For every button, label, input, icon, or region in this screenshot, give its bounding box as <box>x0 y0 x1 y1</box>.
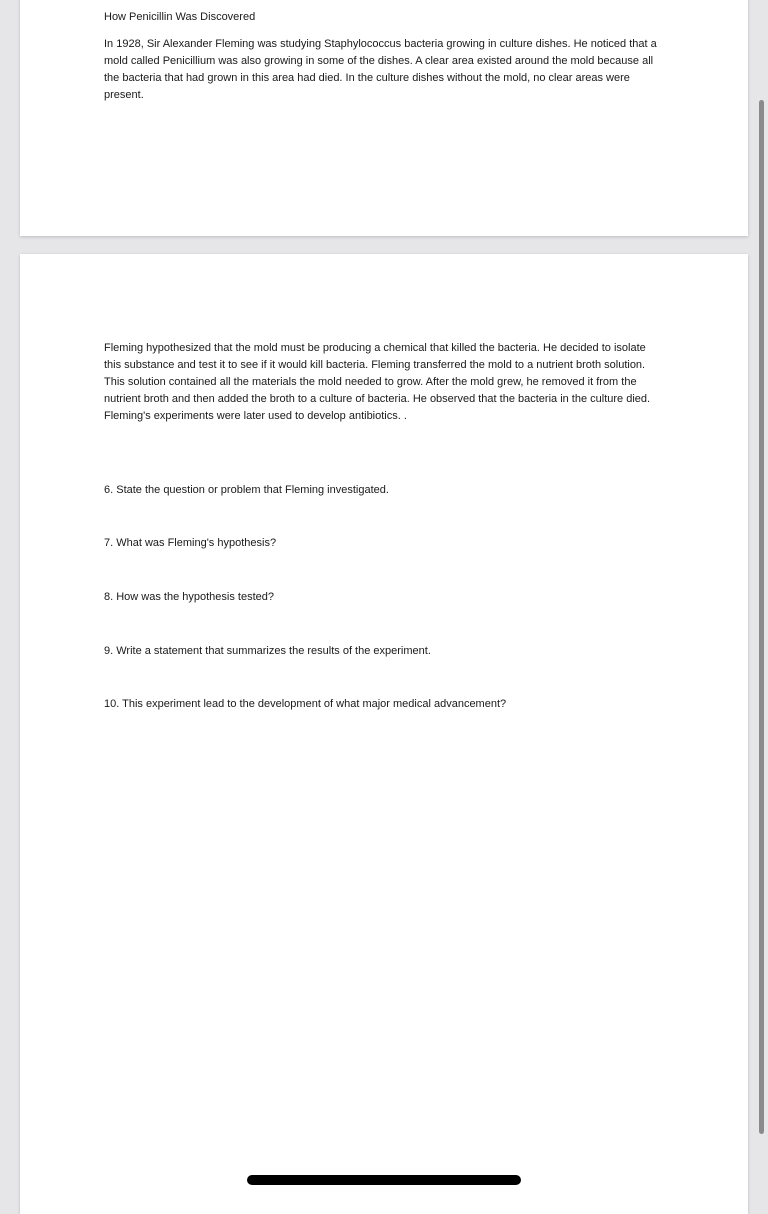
document-page-2 <box>20 254 748 1214</box>
question-6: 6. State the question or problem that Fleming investigated. <box>104 484 389 496</box>
document-title: How Penicillin Was Discovered <box>104 11 256 23</box>
question-10: 10. This experiment lead to the development of what major medical advancement? <box>104 698 507 710</box>
paragraph-hypothesis: Fleming hypothesized that the mold must be producing a chemical that killed the bacteria. He decided to isolate this substance and test it to see if it would kill bacteria. Fleming transferred the mold to a nutrient broth solution. This solution contained all the materials the mold needed to grow. After the mold grew, he removed it from the nutrient broth and then added the broth to a culture of bacteria. He observed that the bacteria in the culture died. Fleming's experiments were later used to develop antibiotics. . <box>104 342 651 422</box>
home-indicator[interactable] <box>247 1175 521 1185</box>
question-7: 7. What was Fleming's hypothesis? <box>104 537 277 549</box>
vertical-scrollbar[interactable] <box>759 100 764 1134</box>
paragraph-intro: In 1928, Sir Alexander Fleming was studying Staphylococcus bacteria growing in culture dishes. He noticed that a mold called Penicillium was also growing in some of the dishes. A clear area existed around the mold because all the bacteria that had grown in this area had died. In the culture dishes without the mold, no clear areas were present. <box>104 38 657 101</box>
question-8: 8. How was the hypothesis tested? <box>104 591 274 603</box>
question-9: 9. Write a statement that summarizes the results of the experiment. <box>104 645 431 657</box>
document-page-1 <box>20 0 748 236</box>
